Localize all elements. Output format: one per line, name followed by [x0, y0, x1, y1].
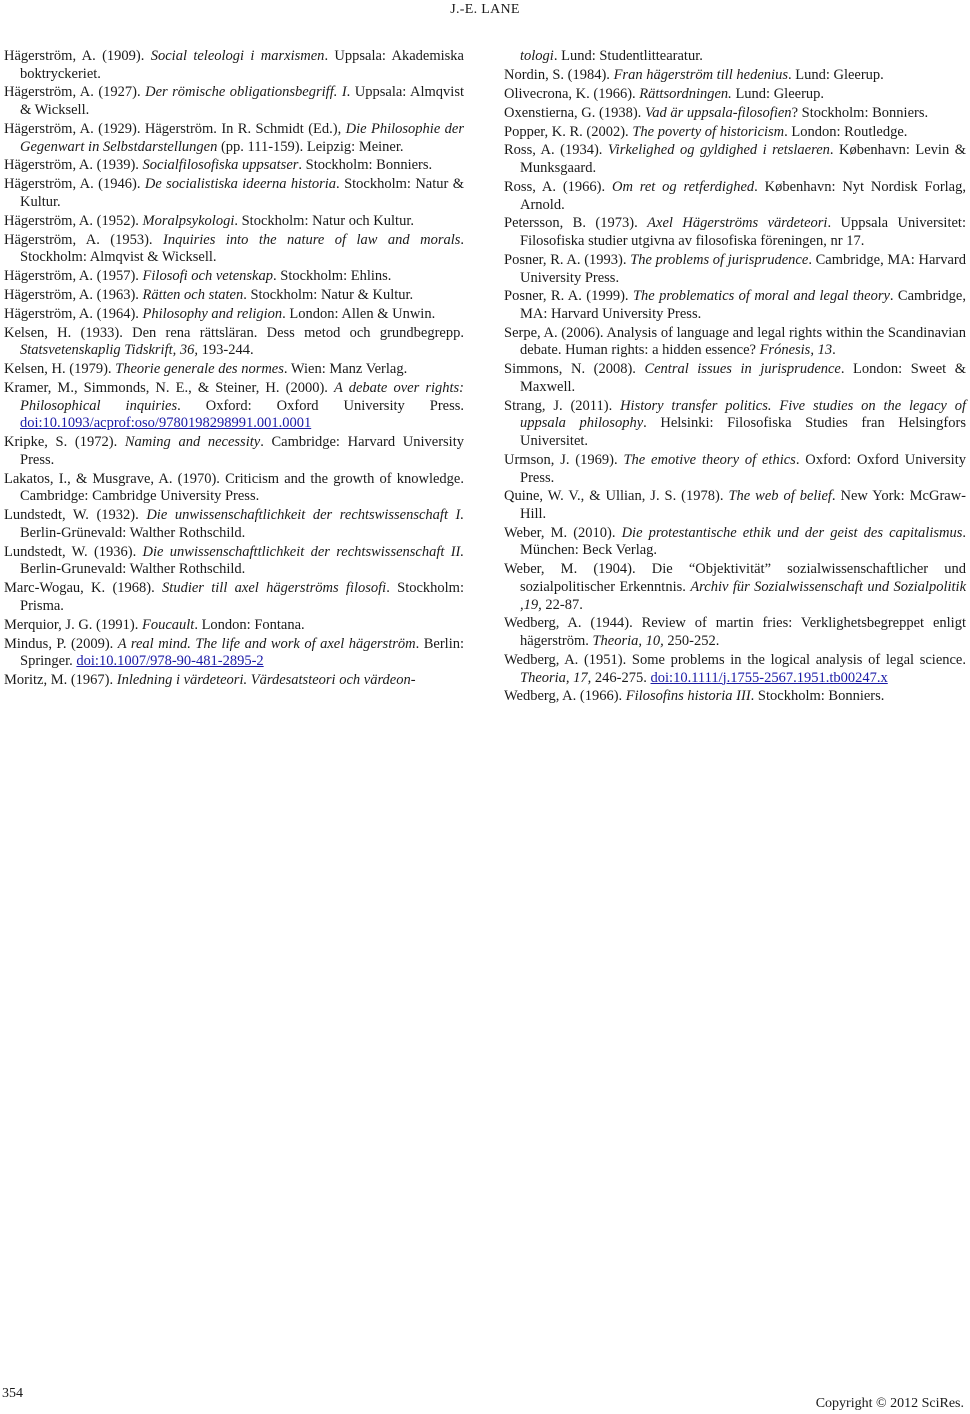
- reference-title: Rätten och staten: [142, 287, 244, 304]
- reference-text: Lundstedt, W. (1936).: [4, 543, 143, 560]
- reference-text: Kelsen, H. (1979).: [4, 361, 116, 378]
- reference-text: . Lund: Studentlittearatur.: [553, 48, 703, 64]
- reference-entry: [504, 48, 966, 66]
- reference-text: . Stockholm: Prisma.: [20, 580, 464, 614]
- reference-title: Frónesis, 13: [759, 342, 833, 359]
- reference-text: Moritz, M. (1967).: [4, 672, 117, 689]
- reference-title: Moralpsykologi: [142, 212, 235, 229]
- reference-text: Hägerström, A. (1964).: [4, 305, 143, 322]
- reference-entry: [504, 452, 966, 487]
- reference-entry: [4, 325, 464, 360]
- reference-text: . New York: McGraw-Hill.: [520, 488, 967, 522]
- reference-text: Berlin-Grünevald: Walther Rothschild.: [20, 524, 246, 541]
- reference-text: . Uppsala: Akademiska boktryckeriet.: [20, 48, 464, 82]
- reference-title: Theoria, 17,: [520, 669, 592, 686]
- reference-title: Theoria, 10,: [592, 633, 664, 650]
- reference-title: Inledning i värdeteori. Värdesatsteori och värdeon-: [116, 672, 416, 689]
- reference-text: Wedberg, A. (1966).: [504, 688, 626, 705]
- reference-entry: [4, 213, 464, 231]
- reference-text: Strang, J. (2011).: [504, 397, 621, 414]
- reference-text: . Stockholm: Natur & Kultur.: [243, 287, 414, 304]
- reference-entry: [4, 434, 464, 469]
- reference-entry: [504, 124, 966, 142]
- reference-title: Theorie generale des normes: [115, 361, 284, 378]
- reference-title: Vad är uppsala-filosofien: [644, 104, 792, 121]
- reference-text: Hägerström, A. (1909).: [4, 48, 151, 64]
- reference-title: Central issues in jurisprudence: [644, 361, 841, 378]
- reference-entry: [504, 615, 966, 650]
- reference-text: Hägerström, A. (1939).: [4, 157, 143, 174]
- reference-text: Quine, W. V., & Ullian, J. S. (1978).: [504, 488, 729, 505]
- reference-text: . Stockholm: Bonniers.: [298, 157, 433, 174]
- reference-text: Nordin, S. (1984).: [504, 66, 614, 83]
- reference-title: A debate over rights: Philosophical inquiries: [20, 380, 464, 414]
- reference-entry: [4, 121, 464, 156]
- reference-text: Marc-Wogau, K. (1968).: [4, 580, 163, 597]
- reference-entry: [4, 672, 464, 690]
- reference-entry: [4, 176, 464, 211]
- reference-entry: [504, 398, 966, 451]
- reference-text: .: [832, 342, 836, 359]
- reference-title: The poverty of historicism: [632, 123, 785, 140]
- reference-text: Berlin-Grunevald: Walther Rothschild.: [20, 561, 246, 578]
- reference-title: Die protestantische ethik und der geist des capitalismus: [621, 524, 963, 541]
- reference-entry: [504, 105, 966, 123]
- reference-text: . Cambridge: Harvard University Press.: [20, 434, 464, 468]
- reference-title: Die Philosophie der Gegenwart in Selbstdarstellungen: [20, 120, 464, 155]
- doi-link[interactable]: doi:10.1111/j.1755-2567.1951.tb00247.x: [650, 669, 888, 686]
- reference-text: . Helsinki: Filosofiska Studies fran Helsingfors Universitet.: [520, 415, 966, 450]
- reference-entry: [4, 157, 464, 175]
- reference-text: Weber, M. (2010).: [504, 524, 622, 541]
- reference-text: Lundstedt, W. (1932).: [4, 507, 147, 524]
- reference-text: Hägerström, A. (1963).: [4, 287, 143, 304]
- reference-entry: [4, 287, 464, 305]
- reference-entry: [504, 688, 966, 706]
- reference-entry: [4, 471, 464, 506]
- reference-text: Lakatos, I., & Musgrave, A. (1970). Criticism and the growth of knowledge. Cambridge: Cambridge University Press.: [4, 470, 464, 505]
- reference-title: Naming and necessity: [124, 434, 261, 451]
- reference-text: . Berlin: Springer.: [20, 635, 464, 670]
- reference-text: . Stockholm: Almqvist & Wicksell.: [20, 231, 465, 266]
- reference-text: . Oxford: Oxford University Press.: [520, 451, 966, 486]
- reference-text: 22-87.: [541, 596, 583, 613]
- reference-text: Ross, A. (1966).: [504, 178, 612, 195]
- reference-text: . Stockholm: Bonniers.: [750, 688, 885, 705]
- reference-entry: [504, 252, 966, 287]
- reference-text: . Stockholm: Natur och Kultur.: [234, 212, 414, 229]
- reference-entry: [4, 580, 464, 615]
- reference-text: 193-244.: [198, 342, 254, 359]
- reference-title: Axel Hägerströms värdeteori: [647, 215, 828, 232]
- reference-text: . London: Allen & Unwin.: [282, 305, 436, 322]
- reference-text: . London: Routledge.: [784, 123, 908, 140]
- reference-text: Hägerström, A. (1953).: [4, 231, 164, 248]
- reference-title: tologi: [520, 48, 554, 64]
- reference-entry: [504, 361, 966, 396]
- doi-link[interactable]: doi:10.1007/978-90-481-2895-2: [76, 653, 264, 670]
- reference-title: Rättsordningen.: [639, 85, 732, 102]
- reference-entry: [4, 544, 464, 579]
- reference-title: Die unwissenschafttlichkeit der rechtswissenschaft II.: [142, 543, 464, 560]
- reference-title: Statsvetenskaplig Tidskrift, 36,: [20, 342, 199, 359]
- reference-text: (pp. 111-159). Leipzig: Meiner.: [217, 138, 404, 155]
- reference-text: Mindus, P. (2009).: [4, 635, 118, 652]
- reference-title: Socialfilosofiska uppsatser: [142, 157, 299, 174]
- reference-text: . Wien: Manz Verlag.: [283, 361, 408, 378]
- reference-entry: [504, 325, 966, 360]
- running-head: J.-E. LANE: [450, 2, 520, 17]
- copyright-notice: Copyright © 2012 SciRes.: [815, 1396, 964, 1411]
- reference-entry: [504, 525, 966, 560]
- reference-text: . Uppsala: Almqvist & Wicksell.: [20, 84, 464, 119]
- reference-title: A real mind. The life and work of axel hägerström: [117, 635, 416, 652]
- reference-entry: [504, 561, 966, 614]
- reference-title: De socialistiska ideerna historia: [144, 176, 337, 193]
- reference-text: . København: Nyt Nordisk Forlag, Arnold.: [520, 178, 966, 213]
- reference-entry: [4, 306, 464, 324]
- reference-title: Filosofi och vetenskap: [142, 268, 273, 285]
- reference-entry: [4, 268, 464, 286]
- reference-title: History transfer politics. Five studies on the legacy of uppsala philosophy: [520, 397, 966, 432]
- reference-text: . Oxford: Oxford University Press.: [177, 397, 465, 414]
- reference-entry: [4, 48, 464, 83]
- reference-text: Urmson, J. (1969).: [504, 451, 624, 468]
- reference-title: Die unwissenschaftlichkeit der rechtswissenschaft I.: [146, 507, 464, 524]
- reference-text: Popper, K. R. (2002).: [504, 123, 633, 140]
- reference-text: Kramer, M., Simmonds, N. E., & Steiner, H. (2000).: [4, 380, 335, 397]
- reference-entry: [4, 507, 464, 542]
- reference-text: ? Stockholm: Bonniers.: [791, 104, 929, 121]
- reference-text: . Cambridge, MA: Harvard University Press.: [520, 288, 966, 322]
- reference-text: Simmons, N. (2008).: [504, 361, 645, 378]
- reference-text: . Stockholm: Ehlins.: [273, 268, 392, 285]
- reference-text: . London: Sweet & Maxwell.: [520, 361, 966, 395]
- reference-text: Oxenstierna, G. (1938).: [504, 104, 645, 121]
- reference-text: 250-252.: [663, 633, 720, 650]
- reference-title: Social teleologi i marxismen: [150, 48, 325, 64]
- reference-entry: [4, 232, 464, 267]
- reference-text: Hägerström, A. (1927).: [4, 84, 146, 101]
- reference-entry: [504, 488, 966, 523]
- reference-text: Hägerström, A. (1929). Hägerström. In R. Schmidt (Ed.),: [4, 120, 346, 137]
- reference-entry: [4, 636, 464, 671]
- reference-text: Merquior, J. G. (1991).: [4, 616, 142, 633]
- reference-text: . Lund: Gleerup.: [787, 66, 884, 83]
- reference-title: Inquiries into the nature of law and morals: [163, 231, 461, 248]
- reference-text: Ross, A. (1934).: [504, 142, 608, 159]
- reference-entry: [4, 617, 464, 635]
- reference-entry: [504, 652, 966, 687]
- reference-text: . Uppsala Universitet: Filosofiska studier utgivna av filosofiska föreningen, nr 17.: [520, 215, 966, 250]
- reference-text: Kelsen, H. (1933). Den rena rättsläran. Dess metod och grundbegrepp.: [4, 324, 464, 341]
- reference-text: Petersson, B. (1973).: [504, 215, 648, 232]
- reference-title: Filosofins historia III: [625, 688, 751, 705]
- reference-title: Foucault: [141, 616, 195, 633]
- reference-text: Posner, R. A. (1999).: [504, 288, 633, 305]
- reference-title: Fran hägerström till hedenius: [613, 66, 788, 83]
- reference-entry: [4, 380, 464, 433]
- reference-text: Wedberg, A. (1944). Review of martin fries: Verklighetsbegreppet enligt hägerström.: [504, 615, 966, 650]
- reference-title: Der römische obligationsbegriff. I: [145, 84, 347, 101]
- reference-title: Virkelighed og gyldighed i retslaeren: [607, 142, 830, 159]
- reference-title: The problematics of moral and legal theory: [632, 288, 890, 305]
- reference-text: Posner, R. A. (1993).: [504, 251, 631, 268]
- reference-text: . Stockholm: Natur & Kultur.: [20, 176, 465, 210]
- reference-title: Philosophy and religion: [142, 305, 283, 322]
- reference-text: Wedberg, A. (1951). Some problems in the logical analysis of legal science.: [504, 651, 966, 668]
- reference-title: Archiv für Sozialwissenschaft und Sozialpolitik ,19,: [520, 578, 966, 613]
- reference-title: Studier till axel hägerströms filosofi: [162, 580, 387, 597]
- reference-text: Serpe, A. (2006). Analysis of language and legal rights within the Scandinavian debate. Human rights: a hidden essence?: [504, 324, 966, 359]
- reference-entry: [504, 86, 966, 104]
- reference-text: . München: Beck Verlag.: [520, 524, 967, 559]
- references-right-column: [504, 48, 966, 707]
- reference-text: Hägerström, A. (1957).: [4, 268, 143, 285]
- reference-entry: [4, 84, 464, 119]
- reference-text: Weber, M. (1904). Die “Objektivität” sozialwissenschaftlicher und sozialpolitischer Erkenntnis.: [504, 561, 966, 595]
- reference-entry: [504, 179, 966, 214]
- reference-text: . København: Levin & Munksgaard.: [520, 142, 966, 177]
- reference-entry: [504, 288, 966, 323]
- reference-text: . Cambridge, MA: Harvard University Press.: [520, 251, 966, 286]
- reference-entry: [4, 361, 464, 379]
- reference-text: . London: Fontana.: [194, 616, 305, 633]
- reference-title: The emotive theory of ethics: [623, 451, 796, 468]
- reference-title: The problems of jurisprudence: [630, 251, 809, 268]
- reference-text: Lund: Gleerup.: [731, 85, 825, 102]
- doi-link[interactable]: doi:10.1093/acprof:oso/9780198298991.001.0001: [20, 415, 312, 432]
- reference-title: Om ret og retferdighed: [611, 178, 755, 195]
- reference-text: Hägerström, A. (1952).: [4, 212, 143, 229]
- reference-text: Olivecrona, K. (1966).: [504, 85, 640, 102]
- references-left-column: [4, 48, 464, 691]
- reference-title: The web of belief: [728, 488, 832, 505]
- reference-text: Kripke, S. (1972).: [4, 434, 125, 451]
- reference-text: Hägerström, A. (1946).: [4, 176, 145, 193]
- reference-entry: [504, 142, 966, 177]
- reference-entry: [504, 67, 966, 85]
- page-number: 354: [2, 1386, 23, 1401]
- reference-text: 246-275.: [591, 669, 651, 686]
- reference-entry: [504, 215, 966, 250]
